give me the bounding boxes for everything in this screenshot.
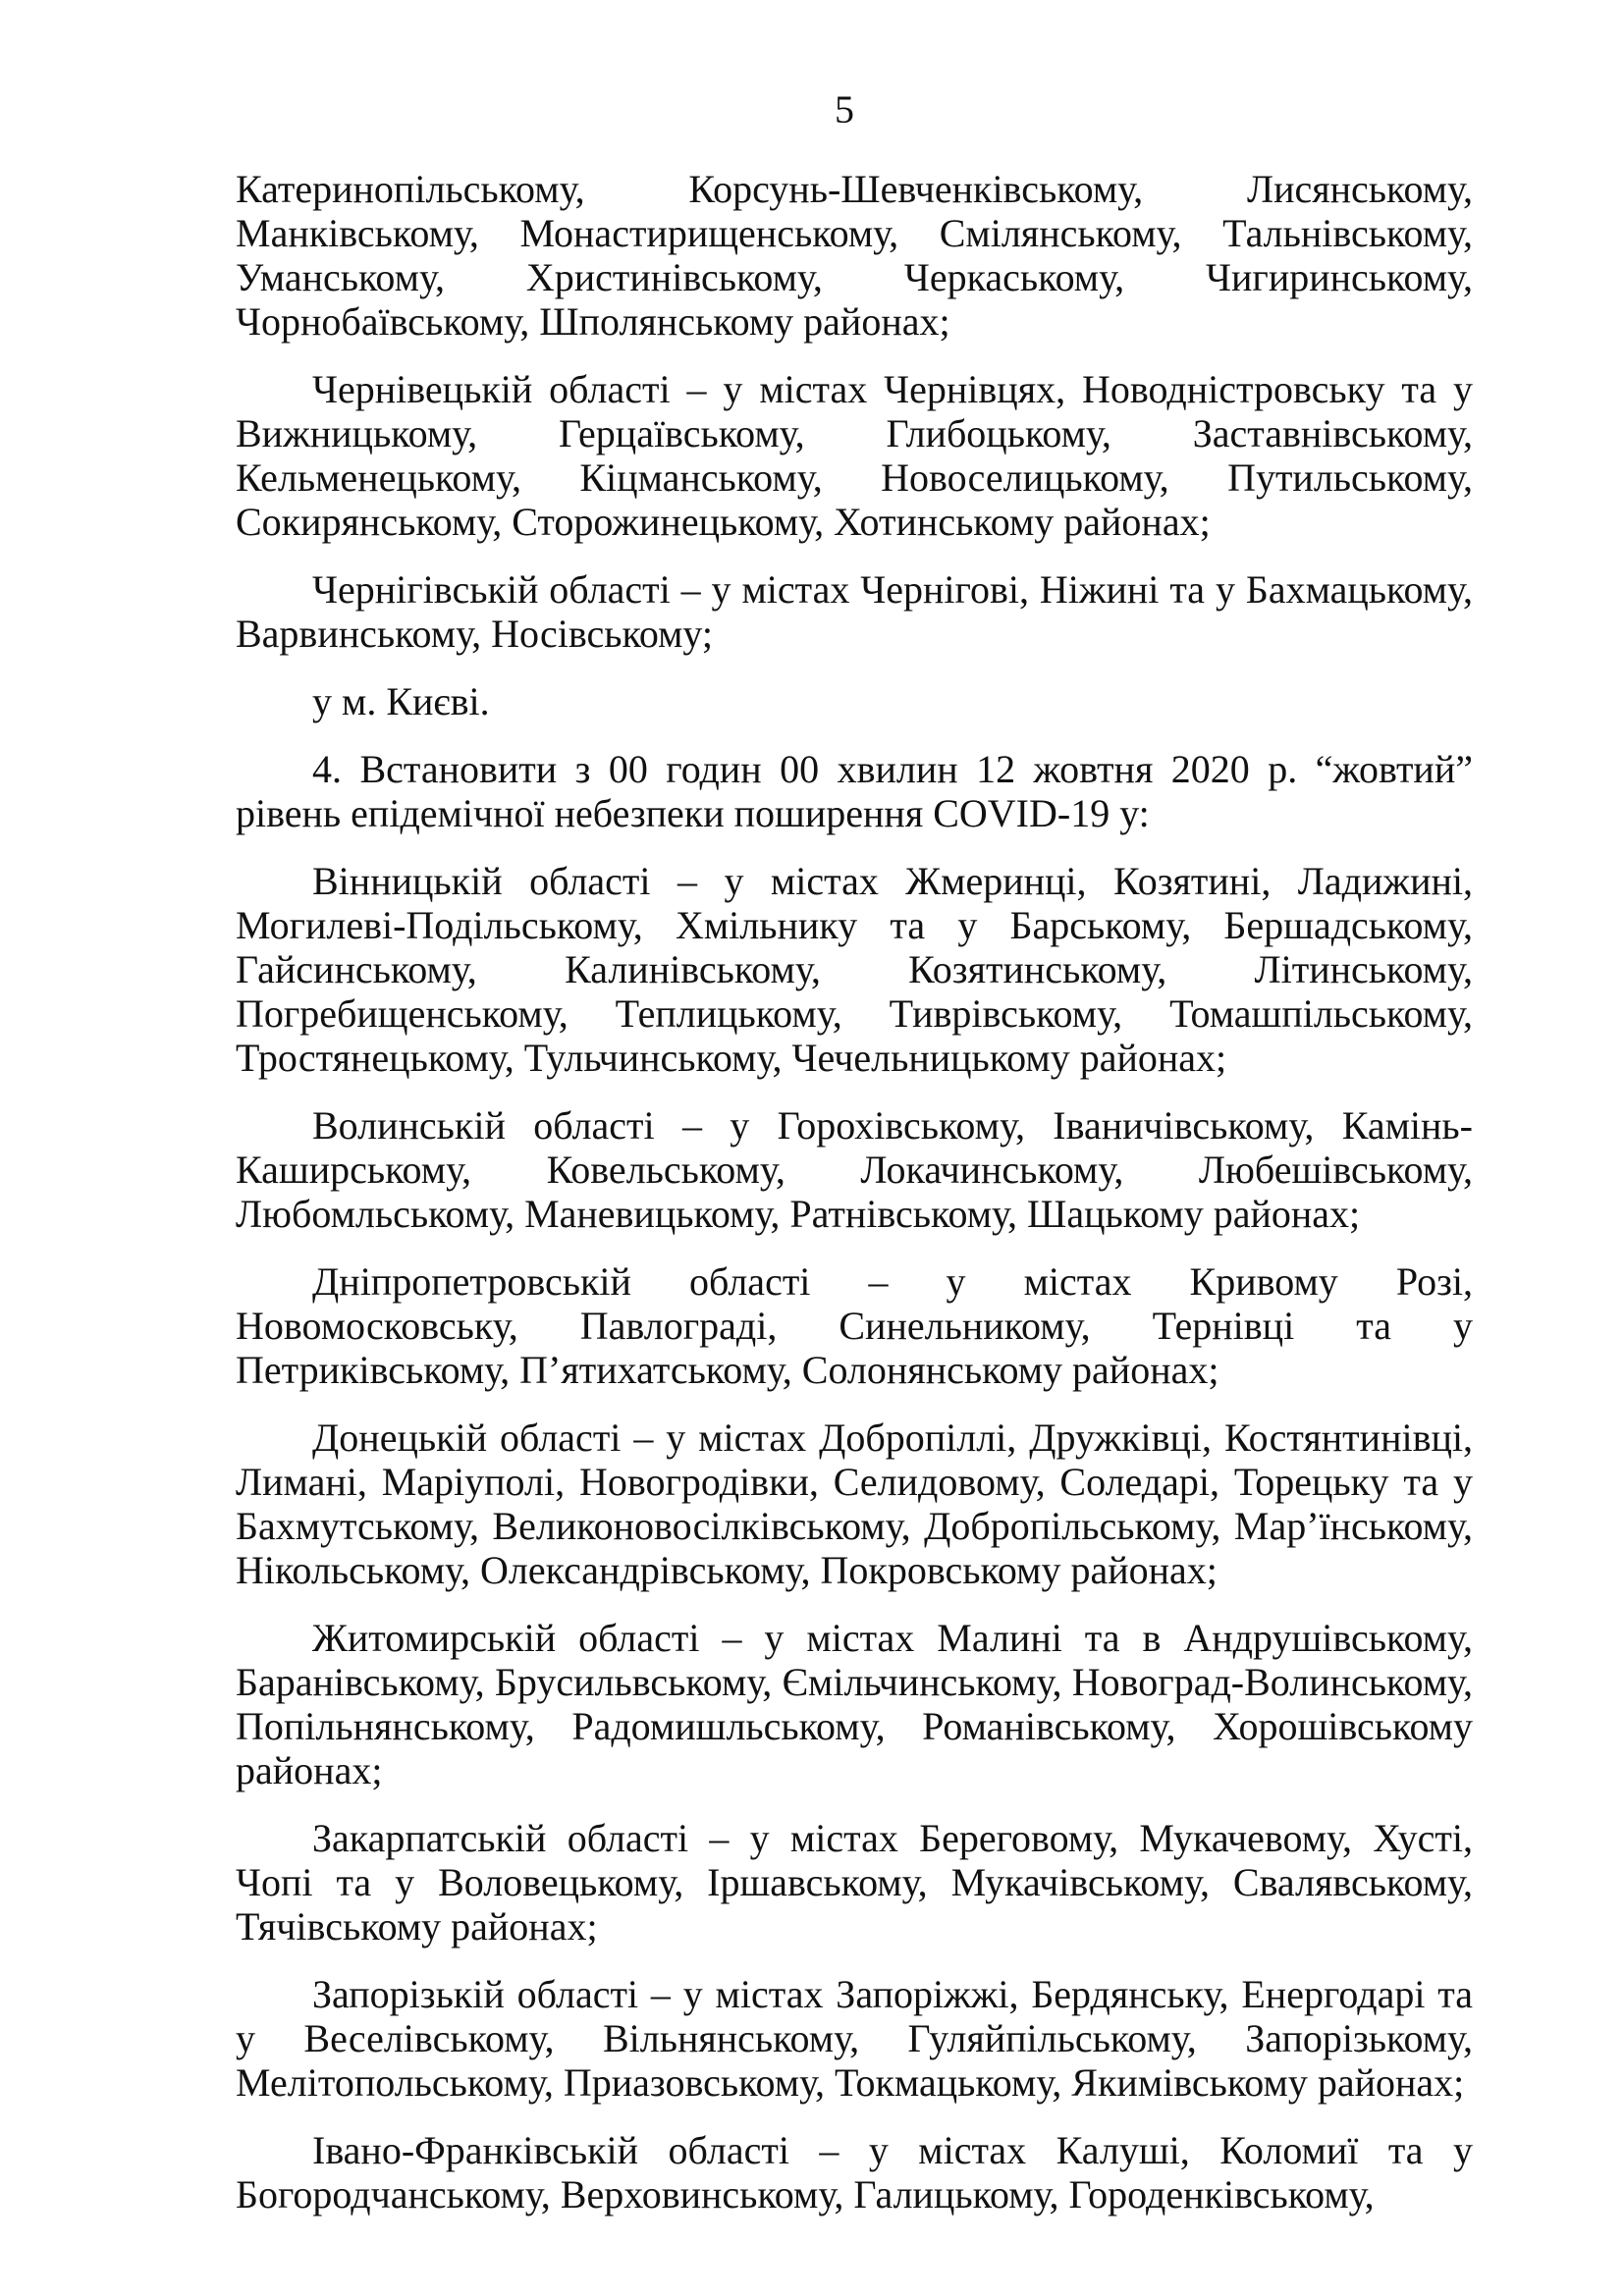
paragraph-donetsk: Донецькій області – у містах Добропіллі, Дружківці, Костянтинівці, Лимані, Маріуполі, Новогродівки, Селидовому, Соледарі, Торецьку та у Бахмутському, Великоновосілківському, Добропільському, Мар’їнському, Нікольському, Олександрівському, Покровському районах;: [236, 1415, 1473, 1592]
paragraph-item-4: 4. Встановити з 00 годин 00 хвилин 12 жовтня 2020 р. “жовтий” рівень епідемічної небезпеки поширення COVID-19 у:: [236, 747, 1473, 835]
paragraph-zhytomyr: Житомирській області – у містах Малині та в Андрушівському, Баранівському, Брусильвському, Ємільчинському, Новоград-Волинському, Попільнянському, Радомишльському, Романівському, Хорошівському районах;: [236, 1616, 1473, 1792]
paragraph-chernihiv: Чернігівській області – у містах Чернігові, Ніжині та у Бахмацькому, Варвинському, Носівському;: [236, 567, 1473, 656]
paragraph-dnipro: Дніпропетровській області – у містах Кривому Розі, Новомосковську, Павлограді, Синельникому, Тернівці та у Петриківському, П’ятихатському, Солонянському районах;: [236, 1259, 1473, 1392]
paragraph-ivano-frankivsk: Івано-Франківській області – у містах Калуші, Коломиї та у Богородчанському, Верховинському, Галицькому, Городенківському,: [236, 2128, 1473, 2216]
document-body: [236, 167, 1473, 2240]
paragraph-volyn: Волинській області – у Горохівському, Іваничівському, Камінь-Каширському, Ковельському, Локачинському, Любешівському, Любомльському, Маневицькому, Ратнівському, Шацькому районах;: [236, 1103, 1473, 1236]
paragraph-zaporizhzhia: Запорізькій області – у містах Запоріжжі, Бердянську, Енергодарі та у Веселівському, Вільнянському, Гуляйпільському, Запорізькому, Мелітопольському, Приазовському, Токмацькому, Якимівському районах;: [236, 1972, 1473, 2105]
paragraph-kyiv: у м. Києві.: [312, 679, 490, 723]
paragraph-cherkasy-continuation: Катеринопільському, Корсунь-Шевченківському, Лисянському, Манківському, Монастирищенському, Смілянському, Тальнівському, Уманському, Христинівському, Черкаському, Чигиринському, Чорнобаївському, Шполянському районах;: [236, 167, 1473, 344]
paragraph-chernivtsi: Чернівецькій області – у містах Чернівцях, Новодністровську та у Вижницькому, Герцаївському, Глибоцькому, Заставнівському, Кельменецькому, Кіцманському, Новоселицькому, Путильському, Сокирянському, Сторожинецькому, Хотинському районах;: [236, 367, 1473, 544]
paragraph-zakarpattia: Закарпатській області – у містах Береговому, Мукачевому, Хусті, Чопі та у Воловецькому, Іршавському, Мукачівському, Свалявському, Тячівському районах;: [236, 1816, 1473, 1949]
page-number: 5: [835, 87, 854, 132]
paragraph-vinnytsia: Вінницькій області – у містах Жмеринці, Козятині, Ладижині, Могилеві-Подільському, Хмільнику та у Барському, Бершадському, Гайсинському, Калинівському, Козятинському, Літинському, Погребищенському, Теплицькому, Тиврівському, Томашпільському, Тростянецькому, Тульчинському, Чечельницькому районах;: [236, 859, 1473, 1080]
